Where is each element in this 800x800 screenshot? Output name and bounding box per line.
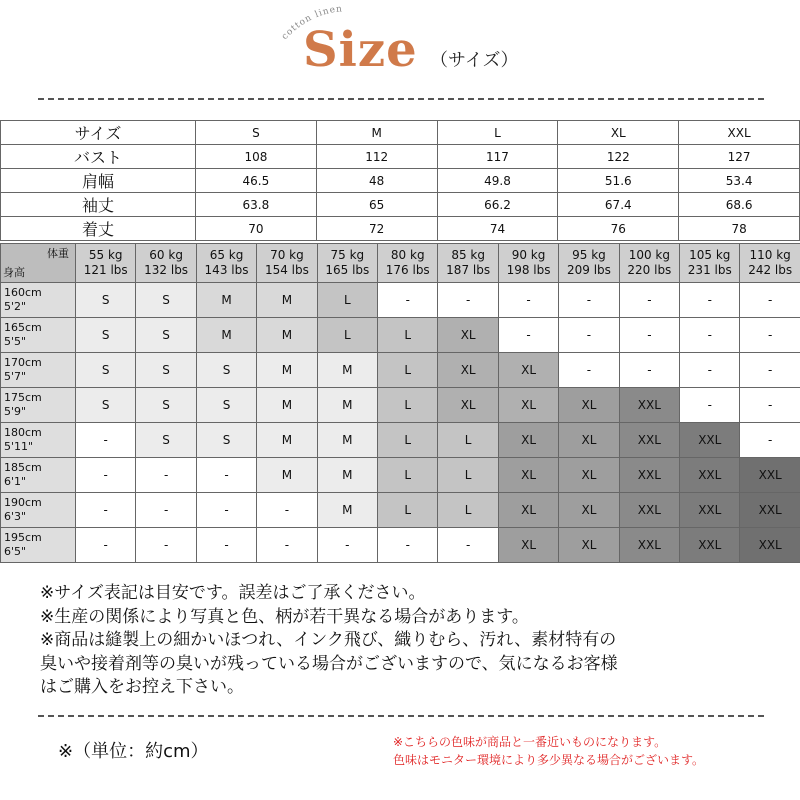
size-cell: L [438, 458, 498, 493]
weight-kg: 85 kg [451, 248, 485, 262]
divider-bottom [38, 715, 764, 717]
height-cm: 195cm [4, 531, 42, 544]
note-line: 臭いや接着剤等の臭いが残っている場合がございますので、気になるお客様 [40, 653, 618, 674]
size-cell: S [76, 388, 136, 423]
size-cell: M [317, 388, 377, 423]
color-note-line: 色味はモニター環境により多少異なる場合がございます。 [393, 753, 705, 767]
measure-cell: 68.6 [679, 193, 800, 217]
weight-lbs: 165 lbs [325, 263, 370, 277]
height-cm: 160cm [4, 286, 42, 299]
size-cell: - [498, 318, 558, 353]
measure-cell: 63.8 [196, 193, 317, 217]
weight-kg: 110 kg [749, 248, 791, 262]
height-cm: 190cm [4, 496, 42, 509]
grid-header-row [1, 244, 800, 283]
height-ft: 6'1" [4, 475, 27, 488]
measure-cell: 76 [558, 217, 679, 241]
size-cell: - [136, 493, 196, 528]
size-cell: XL [438, 353, 498, 388]
height-cm: 185cm [4, 461, 42, 474]
grid-row [1, 423, 800, 458]
size-cell: - [438, 528, 498, 563]
size-cell: M [257, 458, 317, 493]
weight-header [76, 244, 136, 283]
color-notes [393, 733, 704, 769]
size-cell: M [196, 318, 256, 353]
size-cell: L [317, 283, 377, 318]
weight-header [136, 244, 196, 283]
size-cell: XXL [619, 493, 679, 528]
grid-row [1, 458, 800, 493]
size-cell: M [317, 353, 377, 388]
height-ft: 5'5" [4, 335, 27, 348]
measure-cell: 66.2 [437, 193, 558, 217]
size-cell: XL [559, 458, 619, 493]
measure-cell: 49.8 [437, 169, 558, 193]
size-cell: S [136, 353, 196, 388]
measure-row-label: 肩幅 [1, 169, 196, 193]
size-cell: S [196, 388, 256, 423]
size-cell: XXL [740, 493, 800, 528]
size-cell: - [559, 318, 619, 353]
size-cell: XXL [619, 388, 679, 423]
size-cell: M [317, 493, 377, 528]
size-cell: XXL [619, 528, 679, 563]
height-ft: 5'11" [4, 440, 34, 453]
height-cm: 170cm [4, 356, 42, 369]
grid-row [1, 388, 800, 423]
size-cell: XL [559, 493, 619, 528]
size-cell: - [257, 528, 317, 563]
size-cell: M [257, 388, 317, 423]
measure-cell: 51.6 [558, 169, 679, 193]
size-cell: L [378, 493, 438, 528]
size-cell: - [76, 423, 136, 458]
divider-top [38, 98, 764, 100]
size-cell: - [740, 318, 800, 353]
size-cell: - [378, 528, 438, 563]
size-cell: L [317, 318, 377, 353]
size-cell: - [680, 283, 740, 318]
measure-cell: 117 [437, 145, 558, 169]
grid-corner [1, 244, 76, 283]
weight-header [740, 244, 800, 283]
size-cell: M [257, 283, 317, 318]
size-cell: - [680, 318, 740, 353]
size-cell: - [619, 318, 679, 353]
size-cell: - [559, 283, 619, 318]
measure-cell: 78 [679, 217, 800, 241]
note-line: ※商品は縫製上の細かいほつれ、インク飛び、織りむら、汚れ、素材特有の [40, 630, 617, 650]
measure-cell: 65 [316, 193, 437, 217]
size-cell: M [257, 318, 317, 353]
measure-row [1, 217, 800, 241]
size-cell: - [76, 458, 136, 493]
weight-header [498, 244, 558, 283]
weight-kg: 70 kg [270, 248, 304, 262]
weight-kg: 90 kg [511, 248, 546, 262]
weight-lbs: 187 lbs [446, 263, 491, 277]
height-cm: 175cm [4, 391, 42, 404]
size-cell: XXL [740, 528, 800, 563]
weight-lbs: 143 lbs [204, 263, 249, 277]
size-cell: - [498, 283, 558, 318]
page-subtitle: （サイズ） [430, 50, 519, 71]
measure-row-label: バスト [1, 145, 196, 169]
size-cell: XL [498, 528, 558, 563]
measure-cell: XL [558, 121, 679, 145]
size-cell: - [136, 528, 196, 563]
weight-lbs: 220 lbs [627, 263, 672, 277]
size-cell: XL [559, 388, 619, 423]
color-note-line: ※こちらの色味が商品と一番近いものになります。 [393, 735, 667, 749]
size-cell: - [619, 283, 679, 318]
measure-row [1, 145, 800, 169]
note-line: はご購入をお控え下さい。 [40, 677, 244, 697]
measure-table [0, 120, 800, 241]
size-cell: - [136, 458, 196, 493]
size-cell: XL [498, 388, 558, 423]
size-cell: - [559, 353, 619, 388]
size-cell: - [619, 353, 679, 388]
weight-lbs: 154 lbs [264, 263, 309, 277]
size-cell: S [76, 353, 136, 388]
size-cell: S [196, 353, 256, 388]
measure-row-label: サイズ [1, 121, 196, 145]
size-cell: - [740, 423, 800, 458]
size-cell: - [257, 493, 317, 528]
height-header [1, 458, 76, 493]
weight-kg: 60 kg [149, 248, 183, 262]
measure-cell: M [316, 121, 437, 145]
size-cell: S [136, 423, 196, 458]
size-cell: S [136, 318, 196, 353]
height-ft: 5'7" [4, 370, 27, 383]
size-cell: L [378, 388, 438, 423]
size-cell: M [317, 458, 377, 493]
height-header [1, 423, 76, 458]
weight-lbs: 242 lbs [748, 263, 793, 277]
corner-height-label: 身高 [3, 266, 25, 279]
size-cell: S [196, 423, 256, 458]
size-cell: L [378, 458, 438, 493]
size-cell: - [196, 458, 256, 493]
grid-row [1, 318, 800, 353]
weight-header [559, 244, 619, 283]
size-cell: XXL [740, 458, 800, 493]
measure-cell: 108 [196, 145, 317, 169]
size-cell: XL [438, 388, 498, 423]
measure-cell: 67.4 [558, 193, 679, 217]
measure-cell: XXL [679, 121, 800, 145]
grid-row [1, 528, 800, 563]
measure-cell: 122 [558, 145, 679, 169]
size-cell: S [136, 283, 196, 318]
size-cell: L [378, 318, 438, 353]
size-cell: L [378, 353, 438, 388]
size-cell: XXL [680, 493, 740, 528]
weight-lbs: 198 lbs [506, 263, 551, 277]
size-cell: XL [498, 493, 558, 528]
height-cm: 180cm [4, 426, 42, 439]
weight-lbs: 176 lbs [385, 263, 430, 277]
weight-header [317, 244, 377, 283]
grid-row [1, 283, 800, 318]
size-cell: - [76, 493, 136, 528]
measure-row-label: 着丈 [1, 217, 196, 241]
measure-cell: 46.5 [196, 169, 317, 193]
size-cell: S [76, 283, 136, 318]
weight-header [378, 244, 438, 283]
size-cell: - [680, 353, 740, 388]
height-ft: 5'2" [4, 300, 27, 313]
height-header [1, 493, 76, 528]
size-cell: L [438, 423, 498, 458]
measure-cell: 74 [437, 217, 558, 241]
measure-cell: 53.4 [679, 169, 800, 193]
size-cell: - [740, 283, 800, 318]
size-cell: - [196, 493, 256, 528]
page-title: Size [303, 22, 418, 78]
weight-header [196, 244, 256, 283]
size-cell: - [680, 388, 740, 423]
measure-cell: 127 [679, 145, 800, 169]
weight-kg: 95 kg [572, 248, 606, 262]
size-cell: M [196, 283, 256, 318]
size-cell: XXL [680, 423, 740, 458]
height-header [1, 388, 76, 423]
height-ft: 6'5" [4, 545, 27, 558]
height-header [1, 318, 76, 353]
size-cell: - [438, 283, 498, 318]
height-header [1, 283, 76, 318]
height-header [1, 353, 76, 388]
size-cell: M [317, 423, 377, 458]
weight-lbs: 231 lbs [687, 263, 732, 277]
size-cell: XL [498, 458, 558, 493]
notes-block [40, 582, 780, 700]
corner-weight-label: 体重 [47, 247, 69, 260]
weight-kg: 105 kg [689, 248, 731, 262]
size-cell: XXL [680, 458, 740, 493]
weight-header [438, 244, 498, 283]
measure-cell: 48 [316, 169, 437, 193]
arc-text: cotton linen [279, 4, 344, 43]
size-cell: - [196, 528, 256, 563]
size-cell: L [438, 493, 498, 528]
size-cell: L [378, 423, 438, 458]
weight-kg: 55 kg [88, 248, 123, 262]
measure-cell: 72 [316, 217, 437, 241]
size-cell: - [76, 528, 136, 563]
size-cell: XXL [619, 458, 679, 493]
height-ft: 6'3" [4, 510, 27, 523]
weight-header [257, 244, 317, 283]
size-cell: M [257, 353, 317, 388]
height-cm: 165cm [4, 321, 42, 334]
grid-row [1, 493, 800, 528]
size-cell: - [740, 353, 800, 388]
size-cell: S [76, 318, 136, 353]
grid-row [1, 353, 800, 388]
size-cell: S [136, 388, 196, 423]
measure-row [1, 121, 800, 145]
measure-row [1, 169, 800, 193]
size-cell: M [257, 423, 317, 458]
size-cell: XL [438, 318, 498, 353]
size-cell: XL [559, 528, 619, 563]
size-recommendation-grid [0, 243, 800, 563]
weight-kg: 100 kg [628, 248, 670, 262]
weight-header [619, 244, 679, 283]
size-cell: XL [498, 423, 558, 458]
weight-lbs: 132 lbs [144, 263, 189, 277]
size-cell: XXL [680, 528, 740, 563]
measure-row [1, 193, 800, 217]
weight-kg: 75 kg [330, 248, 365, 262]
size-cell: XXL [619, 423, 679, 458]
size-cell: XL [559, 423, 619, 458]
size-cell: - [317, 528, 377, 563]
weight-lbs: 209 lbs [566, 263, 611, 277]
page-header [0, 0, 800, 100]
weight-lbs: 121 lbs [83, 263, 128, 277]
measure-cell: S [196, 121, 317, 145]
measure-cell: 112 [316, 145, 437, 169]
note-line: ※生産の関係により写真と色、柄が若干異なる場合があります。 [40, 606, 529, 627]
height-header [1, 528, 76, 563]
size-cell: XL [498, 353, 558, 388]
size-cell: - [740, 388, 800, 423]
height-ft: 5'9" [4, 405, 27, 418]
weight-kg: 65 kg [209, 248, 244, 262]
size-cell: - [378, 283, 438, 318]
weight-kg: 80 kg [390, 248, 425, 262]
measure-cell: 70 [196, 217, 317, 241]
unit-note: ※（単位：約cm） [58, 741, 209, 762]
note-line: ※サイズ表記は目安です。誤差はご了承ください。 [40, 583, 426, 603]
weight-header [680, 244, 740, 283]
measure-row-label: 袖丈 [1, 193, 196, 217]
measure-cell: L [437, 121, 558, 145]
